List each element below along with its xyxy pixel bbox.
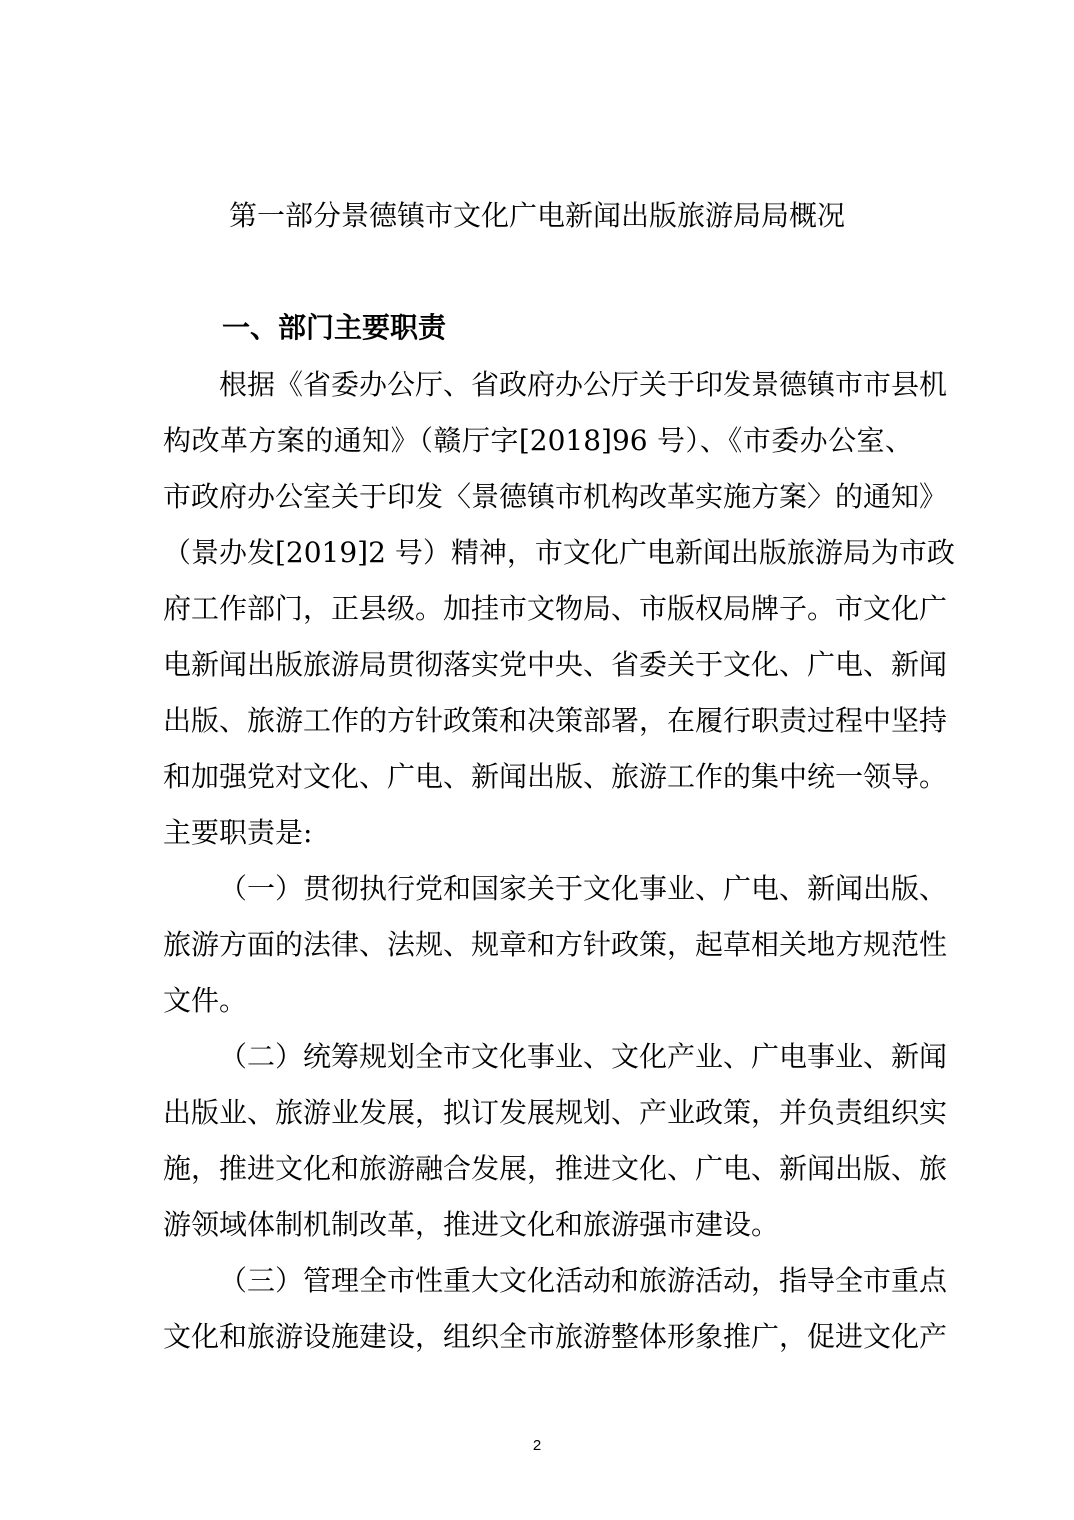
text-line: 旅游方面的法律、法规、规章和方针政策，起草相关地方规范性 [163, 928, 948, 961]
text-line: 构改革方案的通知》（赣厅字[2018]96 号）、《市委办公室、 [163, 424, 913, 457]
text-line: 文化和旅游设施建设，组织全市旅游整体形象推广，促进文化产 [163, 1320, 948, 1353]
text-line: 根据《省委办公厅、省政府办公厅关于印发景德镇市市县机 [219, 368, 948, 401]
text-line: 府工作部门，正县级。加挂市文物局、市版权局牌子。市文化广 [163, 592, 948, 625]
section-heading: 一、部门主要职责 [222, 311, 447, 344]
text-line: 游领域体制机制改革，推进文化和旅游强市建设。 [163, 1208, 780, 1241]
page-title: 第一部分景德镇市文化广电新闻出版旅游局局概况 [228, 199, 845, 232]
text-line: 施，推进文化和旅游融合发展，推进文化、广电、新闻出版、旅 [163, 1152, 948, 1185]
text-line: （景办发[2019]2 号）精神，市文化广电新闻出版旅游局为市政 [163, 536, 955, 569]
text-line: 市政府办公室关于印发〈景德镇市机构改革实施方案〉的通知》 [163, 480, 948, 513]
text-line: 出版、旅游工作的方针政策和决策部署，在履行职责过程中坚持 [163, 704, 948, 737]
text-line: 主要职责是: [163, 816, 313, 849]
text-line: 和加强党对文化、广电、新闻出版、旅游工作的集中统一领导。 [163, 760, 948, 793]
text-line: 出版业、旅游业发展，拟订发展规划、产业政策，并负责组织实 [163, 1096, 948, 1129]
page-number: 2 [532, 1437, 542, 1454]
text-line: 电新闻出版旅游局贯彻落实党中央、省委关于文化、广电、新闻 [163, 648, 948, 681]
text-line: （一）贯彻执行党和国家关于文化事业、广电、新闻出版、 [219, 872, 948, 905]
text-line: 文件。 [163, 984, 248, 1017]
text-line: （三）管理全市性重大文化活动和旅游活动，指导全市重点 [219, 1264, 948, 1297]
text-line: （二）统筹规划全市文化事业、文化产业、广电事业、新闻 [219, 1040, 948, 1073]
